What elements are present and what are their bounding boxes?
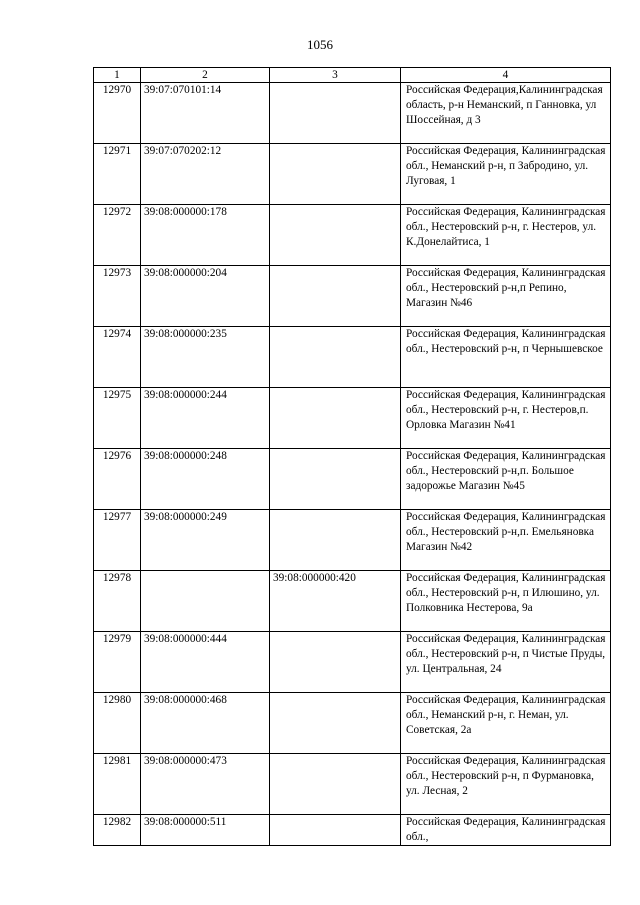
address-cell: Российская Федерация, Калининградская обл., Неманский р-н, п Забродино, ул. Луговая, 1 (401, 144, 611, 205)
cadastral-number-alt (270, 815, 401, 846)
cadastral-number: 39:07:070101:14 (141, 83, 270, 144)
cadastral-number: 39:08:000000:235 (141, 327, 270, 388)
address-cell: Российская Федерация, Калининградская обл., Нестеровский р-н, п Чернышевское (401, 327, 611, 388)
address-cell: Российская Федерация, Калининградская обл., Нестеровский р-н, п Чистые Пруды, ул. Центральная, 24 (401, 632, 611, 693)
cadastral-number: 39:08:000000:473 (141, 754, 270, 815)
cadastral-number: 39:08:000000:249 (141, 510, 270, 571)
cadastral-number-alt (270, 510, 401, 571)
address-cell: Российская Федерация, Калининградская обл., Нестеровский р-н,п. Емельяновка Магазин №42 (401, 510, 611, 571)
cadastral-number: 39:08:000000:204 (141, 266, 270, 327)
column-header-3: 3 (270, 68, 401, 83)
cadastral-number: 39:07:070202:12 (141, 144, 270, 205)
column-header-1: 1 (94, 68, 141, 83)
table-row (94, 815, 611, 846)
cadastral-number (141, 571, 270, 632)
address-cell: Российская Федерация,Калининградская область, р-н Неманский, п Ганновка, ул Шоссейная, д 3 (401, 83, 611, 144)
table-row (94, 327, 611, 388)
record-number: 12972 (94, 205, 141, 266)
cadastral-number-alt (270, 388, 401, 449)
address-cell: Российская Федерация, Калининградская обл., Нестеровский р-н, п Фурмановка, ул. Лесная, 2 (401, 754, 611, 815)
table-row (94, 632, 611, 693)
property-register-table (93, 67, 611, 846)
record-number: 12973 (94, 266, 141, 327)
table-row (94, 571, 611, 632)
table-row (94, 266, 611, 327)
address-cell: Российская Федерация, Калининградская обл., (401, 815, 611, 846)
address-cell: Российская Федерация, Калининградская обл., Нестеровский р-н, г. Нестеров, ул. К.Донелайтиса, 1 (401, 205, 611, 266)
cadastral-number: 39:08:000000:511 (141, 815, 270, 846)
column-header-2: 2 (141, 68, 270, 83)
table-row (94, 510, 611, 571)
cadastral-number-alt: 39:08:000000:420 (270, 571, 401, 632)
address-cell: Российская Федерация, Калининградская обл., Нестеровский р-н,п. Большое задорожье Магазин №45 (401, 449, 611, 510)
table-row (94, 693, 611, 754)
address-cell: Российская Федерация, Калининградская обл., Неманский р-н, г. Неман, ул. Советская, 2а (401, 693, 611, 754)
table-row (94, 388, 611, 449)
record-number: 12977 (94, 510, 141, 571)
record-number: 12974 (94, 327, 141, 388)
record-number: 12971 (94, 144, 141, 205)
cadastral-number-alt (270, 327, 401, 388)
table-row (94, 754, 611, 815)
table-row (94, 144, 611, 205)
cadastral-number: 39:08:000000:444 (141, 632, 270, 693)
record-number: 12970 (94, 83, 141, 144)
record-number: 12980 (94, 693, 141, 754)
cadastral-number: 39:08:000000:178 (141, 205, 270, 266)
address-cell: Российская Федерация, Калининградская обл., Нестеровский р-н, г. Нестеров,п. Орловка Магазин №41 (401, 388, 611, 449)
cadastral-number-alt (270, 83, 401, 144)
cadastral-number-alt (270, 693, 401, 754)
column-header-4: 4 (401, 68, 611, 83)
record-number: 12981 (94, 754, 141, 815)
page-number: 1056 (307, 37, 333, 52)
address-cell: Российская Федерация, Калининградская обл., Нестеровский р-н, п Илюшино, ул. Полковника Нестерова, 9а (401, 571, 611, 632)
cadastral-number-alt (270, 754, 401, 815)
record-number: 12975 (94, 388, 141, 449)
cadastral-number: 39:08:000000:248 (141, 449, 270, 510)
record-number: 12976 (94, 449, 141, 510)
table-header-row (94, 68, 611, 83)
cadastral-number: 39:08:000000:468 (141, 693, 270, 754)
table-row (94, 449, 611, 510)
table-row (94, 83, 611, 144)
record-number: 12978 (94, 571, 141, 632)
cadastral-number: 39:08:000000:244 (141, 388, 270, 449)
cadastral-number-alt (270, 632, 401, 693)
cadastral-number-alt (270, 449, 401, 510)
cadastral-number-alt (270, 205, 401, 266)
address-cell: Российская Федерация, Калининградская обл., Нестеровский р-н,п Репино, Магазин №46 (401, 266, 611, 327)
cadastral-number-alt (270, 144, 401, 205)
record-number: 12979 (94, 632, 141, 693)
table-row (94, 205, 611, 266)
cadastral-number-alt (270, 266, 401, 327)
record-number: 12982 (94, 815, 141, 846)
